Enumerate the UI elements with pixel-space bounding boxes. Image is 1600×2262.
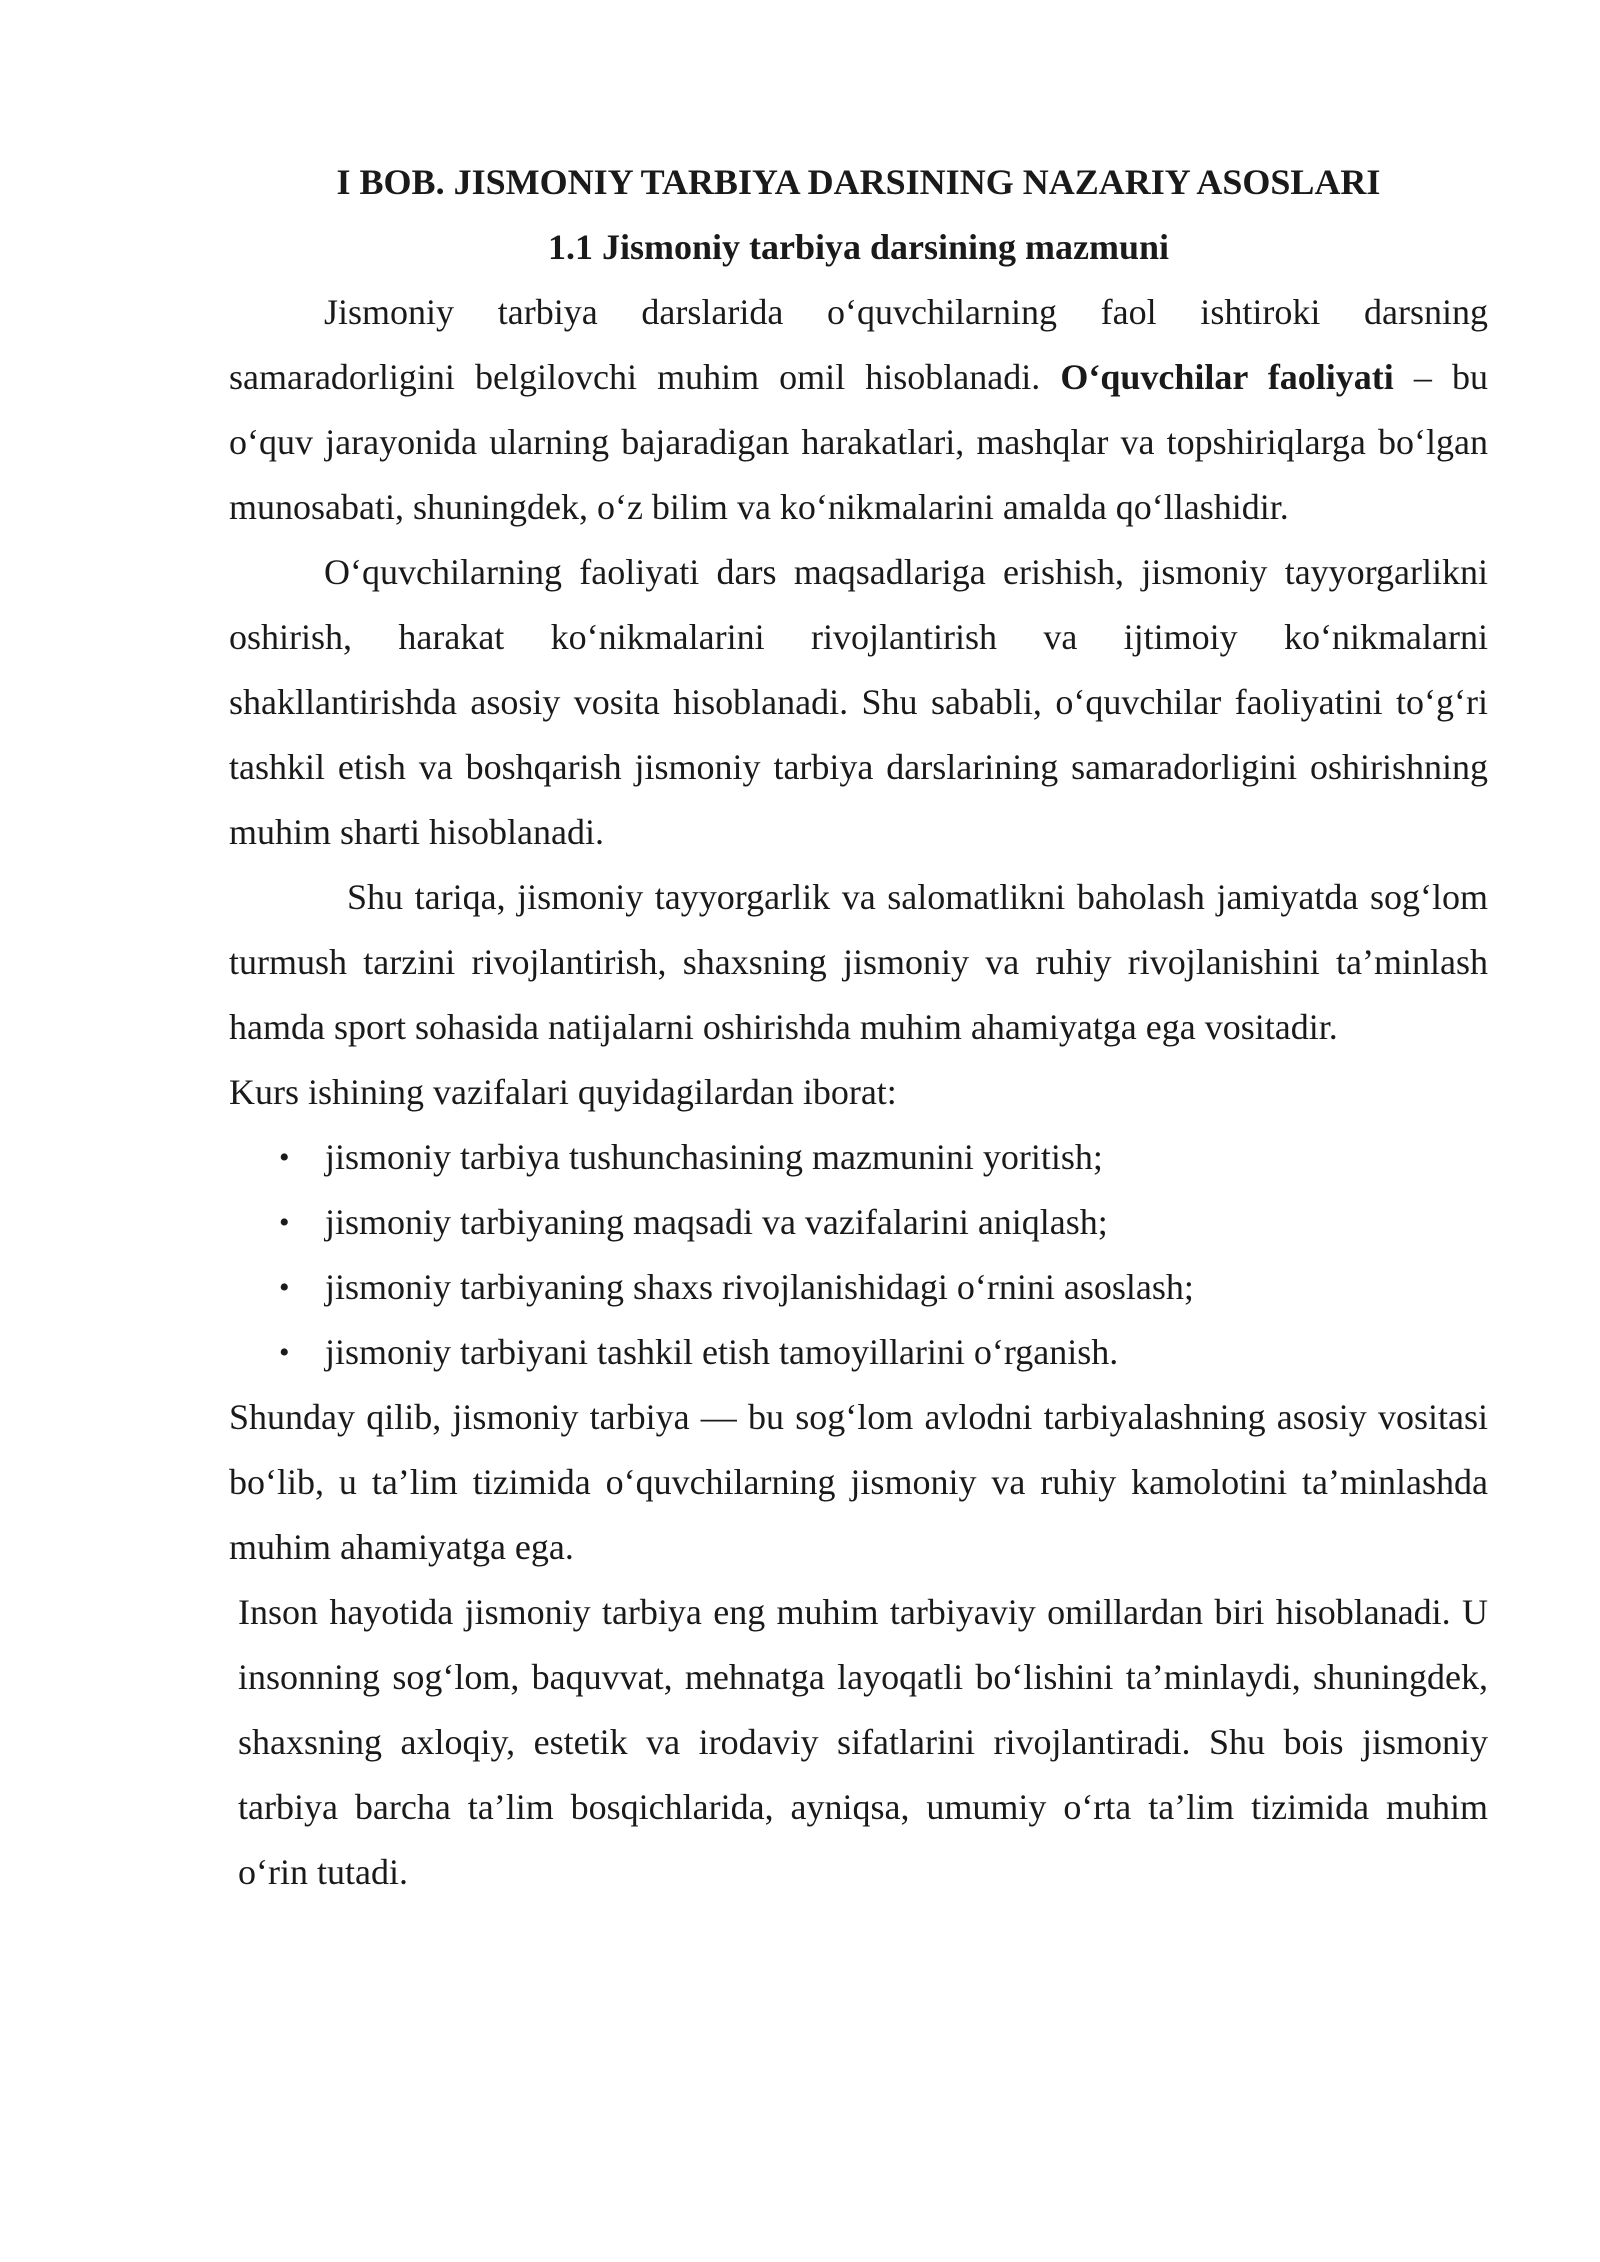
paragraph-2: O‘quvchilarning faoliyati dars maqsadlariga erishish, jismoniy tayyorgarlikni oshirish, harakat ko‘nikmalarini rivojlantirish va ijtimoiy ko‘nikmalarni shakllantirishda asosiy vosita hisoblanadi. Shu sababli, o‘quvchilar faoliyatini to‘g‘ri tashkil etish va boshqarish jismoniy tarbiya darslarining samaradorligini oshirishning muhim sharti hisoblanadi. bbox=[229, 552, 1488, 852]
paragraph-1-rest: – bu o‘quv jarayonida ularning bajaradigan harakatlari, mashqlar va topshiriqlarga bo‘lgan munosabati, shuningdek, o‘z bilim va ko‘nikmalarini amalda qo‘llashidir. bbox=[229, 357, 1488, 527]
document-body bbox=[229, 150, 1488, 1905]
list-item: • jismoniy tarbiya tushunchasining mazmunini yoritish; bbox=[229, 1125, 1488, 1190]
term-oquvchilar-faoliyati: O‘quvchilar faoliyati bbox=[1060, 357, 1394, 397]
chapter-title: I BOB. JISMONIY TARBIYA DARSINING NAZARIY ASOSLARI bbox=[336, 162, 1381, 202]
paragraph-5 bbox=[229, 1580, 1488, 1905]
paragraph-1 bbox=[229, 280, 1488, 540]
paragraph-4: Shunday qilib, jismoniy tarbiya — bu sog‘lom avlodni tarbiyalashning asosiy vositasi bo‘lib, u ta’lim tizimida o‘quvchilarning jismoniy va ruhiy kamolotini ta’minlashda muhim ahamiyatga ega. bbox=[229, 1397, 1488, 1567]
paragraph-5-text: Inson hayotida jismoniy tarbiya eng muhim tarbiyaviy omillardan biri hisoblanadi. U insonning sog‘lom, baquvvat, mehnatga layoqatli bo‘lishini ta’minlaydi, shuningdek, shaxsning axloqiy, estetik va irodaviy sifatlarini rivojlantiradi. Shu bois jismoniy tarbiya barcha ta’lim bosqichlarida, ayniqsa, umumiy o‘rta ta’lim tizimida muhim o‘rin tutadi. bbox=[238, 1592, 1488, 1892]
paragraph-1-start: Jismoniy tarbiya darslarida o‘quvchilarning faol ishtiroki darsning samaradorligini belgilovchi muhim omil hisoblanadi. bbox=[229, 292, 1488, 397]
tasks-intro: Kurs ishining vazifalari quyidagilardan iborat: bbox=[229, 1072, 897, 1112]
paragraph-3: Shu tariqa, jismoniy tayyorgarlik va salomatlikni baholash jamiyatda sog‘lom turmush tarzini rivojlantirish, shaxsning jismoniy va ruhiy rivojlanishini ta’minlash hamda sport sohasida natijalarni oshirishda muhim ahamiyatga ega vositadir. bbox=[229, 877, 1488, 1047]
list-item: • jismoniy tarbiyaning maqsadi va vazifalarini aniqlash; bbox=[229, 1190, 1488, 1255]
tasks-list bbox=[229, 1125, 1488, 1385]
list-item: • jismoniy tarbiyaning shaxs rivojlanishidagi o‘rnini asoslash; bbox=[229, 1255, 1488, 1320]
list-item: • jismoniy tarbiyani tashkil etish tamoyillarini o‘rganish. bbox=[229, 1320, 1488, 1385]
section-title: 1.1 Jismoniy tarbiya darsining mazmuni bbox=[547, 227, 1170, 267]
